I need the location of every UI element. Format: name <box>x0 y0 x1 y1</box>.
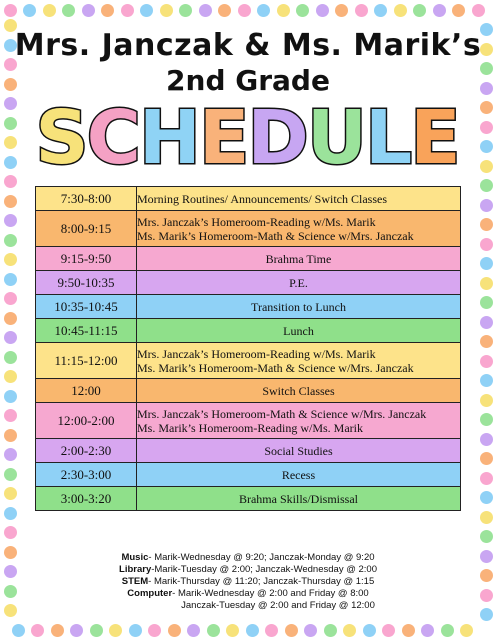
border-dot <box>480 374 493 387</box>
border-dot <box>4 292 17 305</box>
border-dot <box>4 565 17 578</box>
schedule-row <box>36 487 461 511</box>
border-dot <box>148 624 161 637</box>
border-dot <box>4 526 17 539</box>
border-dot <box>160 4 173 17</box>
schedule-activity-line: Mrs. Janczak’s Homeroom-Reading w/Ms. Marik <box>137 346 376 361</box>
schedule-time: 10:45-11:15 <box>36 319 137 343</box>
schedule-activity <box>137 379 461 403</box>
schedule-activity <box>137 247 461 271</box>
border-dot <box>218 4 231 17</box>
schedule-row <box>36 187 461 211</box>
border-dot <box>355 4 368 17</box>
border-dot <box>4 507 17 520</box>
border-dot <box>43 4 56 17</box>
border-dot <box>480 355 493 368</box>
schedule-activity-line: Ms. Marik’s Homeroom-Math & Science w/Mrs. Janczak <box>137 360 414 375</box>
border-dot <box>480 316 493 329</box>
schedule-activity <box>137 439 461 463</box>
schedule-time: 2:00-2:30 <box>36 439 137 463</box>
border-dot <box>413 4 426 17</box>
border-dot <box>226 624 239 637</box>
schedule-time: 3:00-3:20 <box>36 487 137 511</box>
schedule-time: 9:50-10:35 <box>36 271 137 295</box>
schedule-row <box>36 247 461 271</box>
schedule-activity-line: Switch Classes <box>262 383 335 398</box>
border-dot <box>4 448 17 461</box>
border-dot <box>296 4 309 17</box>
border-dot <box>480 140 493 153</box>
border-dot <box>277 4 290 17</box>
border-dot <box>121 4 134 17</box>
schedule-row <box>36 319 461 343</box>
schedule-time: 7:30-8:00 <box>36 187 137 211</box>
border-dot <box>187 624 200 637</box>
border-dot <box>12 624 25 637</box>
schedule-activity-line: Lunch <box>283 323 314 338</box>
specials-text: Janczak-Tuesday @ 2:00 and Friday @ 12:00 <box>181 600 375 611</box>
border-dot <box>207 624 220 637</box>
border-dot <box>480 335 493 348</box>
schedule-letter: E <box>410 95 461 181</box>
border-dot <box>343 624 356 637</box>
schedule-activity-line: Ms. Marik’s Homeroom-Reading w/Ms. Marik <box>137 420 363 435</box>
schedule-activity <box>137 211 461 247</box>
border-dot <box>452 4 465 17</box>
border-dot <box>4 390 17 403</box>
border-dot <box>402 624 415 637</box>
border-dot <box>4 253 17 266</box>
border-dot <box>4 175 17 188</box>
border-dot <box>51 624 64 637</box>
border-dot <box>480 121 493 134</box>
specials-line <box>40 576 456 588</box>
border-dot <box>324 624 337 637</box>
border-dot <box>4 97 17 110</box>
schedule-letter: D <box>247 95 309 181</box>
border-dot <box>4 487 17 500</box>
border-dot <box>4 214 17 227</box>
border-dot <box>480 218 493 231</box>
schedule-activity-line: Morning Routines/ Announcements/ Switch Classes <box>137 191 387 206</box>
border-dot <box>480 569 493 582</box>
border-dot <box>4 273 17 286</box>
border-dot <box>4 4 17 17</box>
schedule-time: 2:30-3:00 <box>36 463 137 487</box>
schedule-heading <box>24 95 472 181</box>
specials-line <box>40 588 456 600</box>
schedule-activity-line: Mrs. Janczak’s Homeroom-Reading w/Ms. Marik <box>137 214 376 229</box>
schedule-activity <box>137 343 461 379</box>
schedule-activity-line: P.E. <box>289 275 308 290</box>
schedule-time: 10:35-10:45 <box>36 295 137 319</box>
specials-line <box>40 600 456 612</box>
border-dot <box>480 277 493 290</box>
schedule-table <box>35 186 461 511</box>
border-dot <box>480 199 493 212</box>
specials-line <box>40 564 456 576</box>
schedule-activity-line: Transition to Lunch <box>251 299 346 314</box>
schedule-letter: S <box>35 95 89 181</box>
border-dot <box>4 546 17 559</box>
schedule-activity <box>137 295 461 319</box>
schedule-letter: L <box>364 95 413 181</box>
border-dot <box>238 4 251 17</box>
schedule-activity <box>137 271 461 295</box>
border-dot <box>480 413 493 426</box>
schedule-row <box>36 343 461 379</box>
schedule-time: 12:00-2:00 <box>36 403 137 439</box>
border-dot <box>62 4 75 17</box>
schedule-activity-line: Mrs. Janczak’s Homeroom-Math & Science w/Mrs. Janczak <box>137 406 427 421</box>
schedule-letter: C <box>86 95 141 181</box>
border-dot <box>31 624 44 637</box>
schedule-row <box>36 295 461 319</box>
specials-label: Library <box>119 564 152 575</box>
border-dot <box>4 136 17 149</box>
border-dot <box>460 624 473 637</box>
schedule-activity <box>137 487 461 511</box>
border-dot <box>316 4 329 17</box>
schedule-time: 8:00-9:15 <box>36 211 137 247</box>
schedule-row <box>36 439 461 463</box>
specials-text: - Marik-Wednesday @ 9:20; Janczak-Monday @ 9:20 <box>148 552 375 563</box>
border-dot <box>4 156 17 169</box>
specials-label: Music <box>121 552 149 563</box>
border-dot <box>480 608 493 621</box>
specials-list <box>40 552 456 612</box>
border-dot <box>480 238 493 251</box>
schedule-row <box>36 379 461 403</box>
border-dot <box>4 117 17 130</box>
border-dot <box>480 296 493 309</box>
border-dot <box>23 4 36 17</box>
schedule-letter: H <box>138 95 201 181</box>
border-dot <box>480 160 493 173</box>
border-dot <box>257 4 270 17</box>
schedule-activity <box>137 187 461 211</box>
border-dot <box>4 585 17 598</box>
border-dot <box>480 257 493 270</box>
border-dot <box>480 511 493 524</box>
border-dot <box>433 4 446 17</box>
border-dot <box>4 195 17 208</box>
specials-text: - Marik-Thursday @ 11:20; Janczak-Thursday @ 1:15 <box>148 576 375 587</box>
border-dot <box>4 409 17 422</box>
border-dot <box>480 101 493 114</box>
border-dot <box>70 624 83 637</box>
schedule-time: 9:15-9:50 <box>36 247 137 271</box>
specials-text: -Marik-Tuesday @ 2:00; Janczak-Wednesday @ 2:00 <box>151 564 377 575</box>
border-dot <box>90 624 103 637</box>
border-dot <box>472 4 485 17</box>
border-dot <box>129 624 142 637</box>
schedule-activity-line: Social Studies <box>264 443 333 458</box>
schedule-time: 12:00 <box>36 379 137 403</box>
border-dot <box>335 4 348 17</box>
schedule-activity-line: Brahma Skills/Dismissal <box>238 491 358 506</box>
schedule-letter: U <box>306 95 367 181</box>
page-title-line1: Mrs. Janczak & Ms. Marik’s <box>14 28 482 63</box>
border-dot <box>480 179 493 192</box>
border-dot <box>421 624 434 637</box>
border-dot <box>4 370 17 383</box>
border-dot <box>4 468 17 481</box>
border-dot <box>441 624 454 637</box>
border-dot <box>4 351 17 364</box>
border-dot <box>4 312 17 325</box>
border-dot <box>140 4 153 17</box>
border-dot <box>480 491 493 504</box>
schedule-row <box>36 211 461 247</box>
border-dot <box>82 4 95 17</box>
border-dot <box>304 624 317 637</box>
specials-line <box>40 552 456 564</box>
border-dot <box>246 624 259 637</box>
border-dot <box>109 624 122 637</box>
border-dot <box>480 589 493 602</box>
schedule-time: 11:15-12:00 <box>36 343 137 379</box>
specials-text: - Marik-Wednesday @ 2:00 and Friday @ 8:00 <box>172 588 369 599</box>
border-dot <box>480 530 493 543</box>
schedule-activity <box>137 319 461 343</box>
border-dot <box>363 624 376 637</box>
specials-label: STEM <box>121 576 149 587</box>
schedule-letter: E <box>198 95 250 181</box>
border-dot <box>199 4 212 17</box>
schedule-activity-line: Recess <box>281 467 316 482</box>
schedule-row <box>36 403 461 439</box>
border-dot <box>480 394 493 407</box>
border-dot <box>285 624 298 637</box>
schedule-activity-line: Brahma Time <box>265 251 332 266</box>
schedule-activity <box>137 463 461 487</box>
border-dot <box>4 604 17 617</box>
border-dot <box>168 624 181 637</box>
border-dot <box>394 4 407 17</box>
border-dot <box>4 429 17 442</box>
border-dot <box>179 4 192 17</box>
border-dot <box>101 4 114 17</box>
page-title-line2: 2nd Grade <box>166 64 330 97</box>
border-dot <box>480 433 493 446</box>
border-dot <box>480 472 493 485</box>
border-dot <box>382 624 395 637</box>
border-dot <box>4 331 17 344</box>
schedule-row <box>36 463 461 487</box>
specials-label: Computer <box>127 588 173 599</box>
schedule-activity <box>137 403 461 439</box>
border-dot <box>265 624 278 637</box>
border-dot <box>374 4 387 17</box>
border-dot <box>480 550 493 563</box>
schedule-row <box>36 271 461 295</box>
schedule-activity-line: Ms. Marik’s Homeroom-Math & Science w/Mrs. Janczak <box>137 228 414 243</box>
border-dot <box>480 452 493 465</box>
border-dot <box>4 234 17 247</box>
